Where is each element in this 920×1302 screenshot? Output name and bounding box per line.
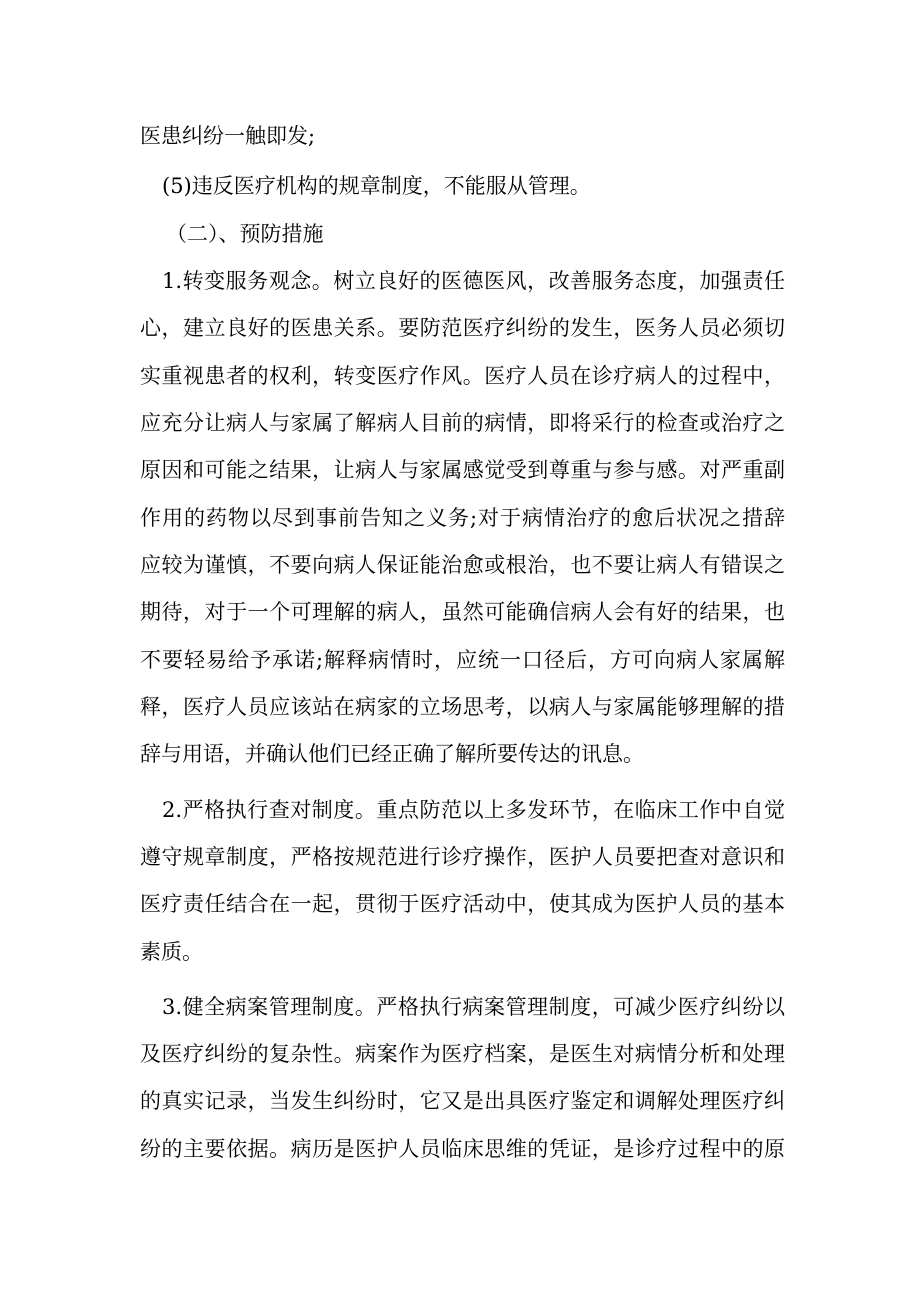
text-line: 纷的主要依据。病历是医护人员临床思维的凭证，是诊疗过程中的原 [140, 1137, 785, 1161]
text-line: 心，建立良好的医患关系。要防范医疗纠纷的发生，医务人员必须切 [140, 316, 785, 340]
text-line: 3.健全病案管理制度。严格执行病案管理制度，可减少医疗纠纷以 [162, 995, 785, 1019]
section-heading: （二）、预防措施 [166, 222, 324, 246]
text-line: 原因和可能之结果，让病人与家属感觉受到尊重与参与感。对严重副 [140, 458, 785, 482]
text-line: 应充分让病人与家属了解病人目前的病情，即将采行的检查或治疗之 [140, 411, 785, 435]
text-line: 作用的药物以尽到事前告知之义务;对于病情治疗的愈后状况之措辞 [140, 506, 785, 530]
text-line: 医疗责任结合在一起，贯彻于医疗活动中，使其成为医护人员的基本 [140, 892, 785, 916]
text-line: (5)违反医疗机构的规章制度，不能服从管理。 [162, 174, 591, 198]
text-line: 辞与用语，并确认他们已经正确了解所要传达的讯息。 [140, 742, 644, 766]
text-line: 的真实记录，当发生纠纷时，它又是出具医疗鉴定和调解处理医疗纠 [140, 1089, 785, 1113]
text-line: 期待，对于一个可理解的病人，虽然可能确信病人会有好的结果，也 [140, 600, 785, 624]
text-line: 2.严格执行查对制度。重点防范以上多发环节，在临床工作中自觉 [162, 798, 785, 822]
text-line: 及医疗纠纷的复杂性。病案作为医疗档案，是医生对病情分析和处理 [140, 1042, 785, 1066]
text-line: 素质。 [140, 940, 203, 964]
text-line: 不要轻易给予承诺;解释病情时，应统一口径后，方可向病人家属解 [140, 648, 785, 672]
text-line: 释，医疗人员应该站在病家的立场思考，以病人与家属能够理解的措 [140, 695, 785, 719]
text-line: 实重视患者的权利，转变医疗作风。医疗人员在诊疗病人的过程中， [140, 364, 785, 388]
text-line: 应较为谨慎，不要向病人保证能治愈或根治，也不要让病人有错误之 [140, 553, 785, 577]
text-line: 1.转变服务观念。树立良好的医德医风，改善服务态度，加强责任 [162, 269, 785, 293]
text-line: 医患纠纷一触即发; [140, 124, 316, 148]
text-line: 遵守规章制度，严格按规范进行诊疗操作，医护人员要把查对意识和 [140, 845, 785, 869]
